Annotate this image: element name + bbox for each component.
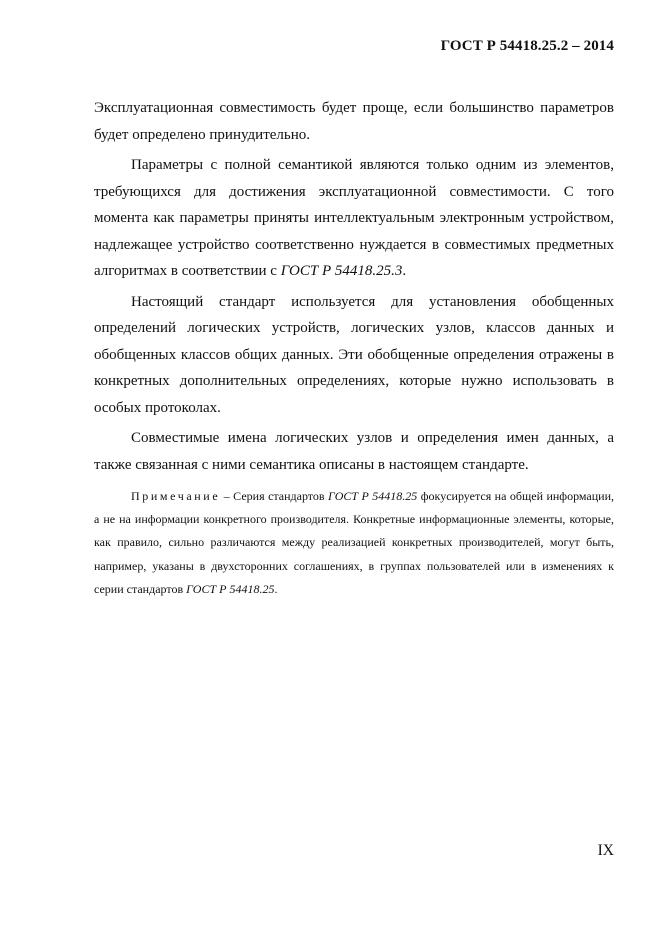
paragraph-semantics (94, 152, 614, 285)
paragraph-semantics-text: Параметры с полной семантикой являются только одним из элементов, требующихся для достижения эксплуатационной совместимости. С того момента как параметры приняты интеллектуальным электронным устройством, надлежащее устройство соответственно нуждается в совместимых предметных алгоритмах в соответствии с (94, 157, 614, 279)
paragraph-compatible-names: Совместимые имена логических узлов и определения имен данных, а также связанная с ними семантика описаны в настоящем стандарте. (94, 430, 614, 473)
note-dash: – Серия стандартов (220, 489, 329, 503)
note-end: . (274, 581, 278, 596)
page-number: IX (597, 842, 614, 859)
note-standard-reference: ГОСТ Р 54418.25 (328, 489, 418, 503)
paragraph-standard-usage: Настоящий стандарт используется для установления обобщенных определений логических устройств, логических узлов, классов данных и обобщенных классов общих данных. Эти обобщенные определения отражены в конкретных дополнительных определениях, которые нужно использовать в особых протоколах. (94, 293, 614, 416)
paragraph-semantics-end: . (402, 263, 407, 279)
paragraph-interoperability: Эксплуатационная совместимость будет проще, если большинство параметров будет определено принудительно. (94, 100, 614, 143)
note-label: Примечание (131, 489, 221, 503)
note-block (94, 485, 614, 601)
page-body (94, 95, 614, 601)
note-text: фокусируется на общей информации, а не на информации конкретного производителя. Конкретные информационные элементы, которые, как правило, сильно различаются между реализацией конкретных производителей, могут быть, например, указаны в двухсторонних соглашениях, в группах пользователей или в изменениях к серии стандартов (94, 489, 614, 596)
standard-reference: ГОСТ Р 54418.25.3 (280, 263, 403, 279)
note-standard-reference-2: ГОСТ Р 54418.25 (186, 581, 275, 596)
document-header: ГОСТ Р 54418.25.2 – 2014 (440, 38, 614, 54)
